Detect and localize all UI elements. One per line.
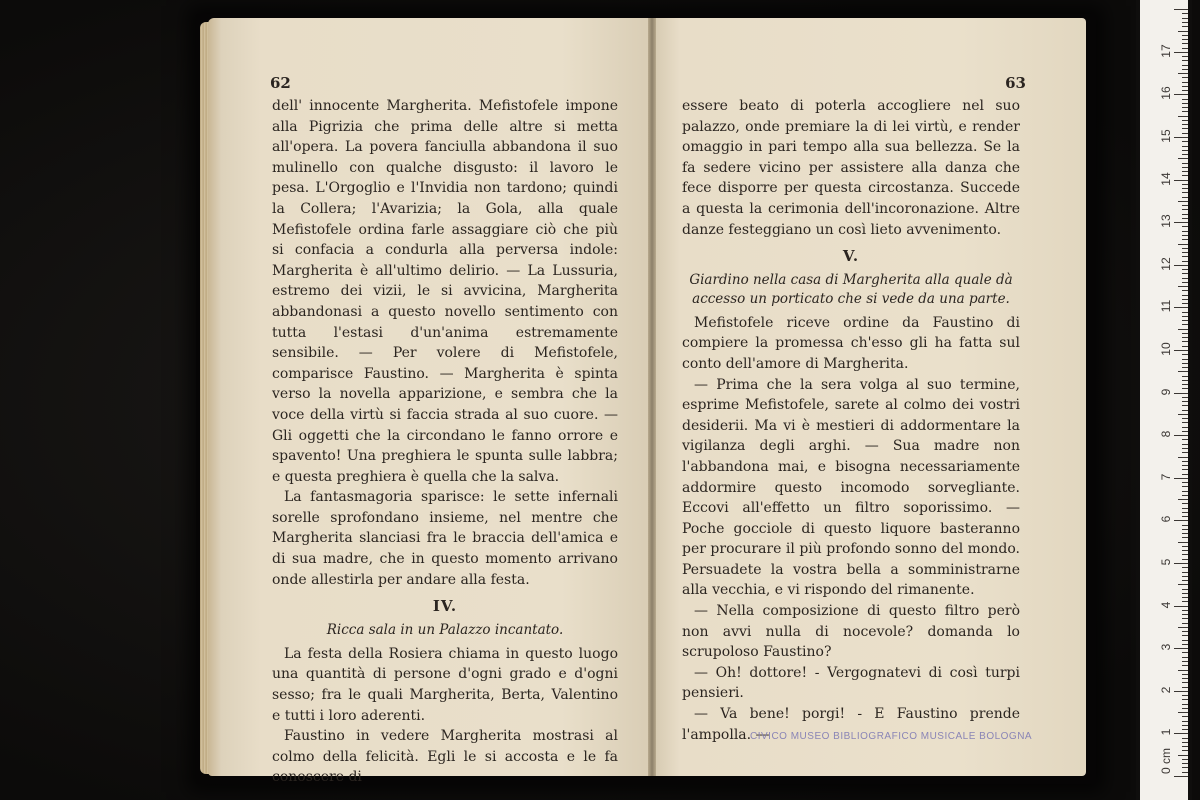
ruler-tick [1182,465,1188,466]
ruler-tick [1182,716,1188,717]
ruler-tick [1182,269,1188,270]
ruler-tick [1182,631,1188,632]
ruler-tick [1182,559,1188,560]
ruler-tick [1182,303,1188,304]
ruler-tick [1182,661,1188,662]
ruler-tick [1182,278,1188,279]
ruler-tick [1182,546,1188,547]
ruler-tick [1182,704,1188,705]
ruler-tick [1182,43,1188,44]
ruler-tick [1182,695,1188,696]
ruler-tick [1182,529,1188,530]
ruler-tick [1182,261,1188,262]
ruler-label: 7 [1159,473,1173,481]
ruler-tick [1182,337,1188,338]
ruler-tick [1182,640,1188,641]
ruler-tick [1182,742,1188,743]
ruler-tick [1182,388,1188,389]
left-page-text [272,96,618,788]
ruler-tick [1182,652,1188,653]
ruler-tick [1182,282,1188,283]
right-page-number: 63 [1005,74,1026,92]
ruler-tick [1182,589,1188,590]
ruler-tick [1182,163,1188,164]
ruler-tick [1174,563,1188,564]
ruler-tick [1182,431,1188,432]
ruler-tick [1182,299,1188,300]
ruler-tick [1182,354,1188,355]
ruler-tick [1182,235,1188,236]
ruler-tick [1174,393,1188,394]
ruler-tick [1182,410,1188,411]
ruler-tick [1182,687,1188,688]
ruler-label: 16 [1159,86,1173,101]
ruler-tick [1182,729,1188,730]
ruler-tick [1182,750,1188,751]
section-heading-v: V. [842,247,860,266]
ruler-tick [1182,133,1188,134]
section-caption-v: Giardino nella casa di Margherita alla quale dà accesso un porticato che si vede da una parte. [689,271,1013,307]
ruler-tick [1182,107,1188,108]
ruler-tick [1182,537,1188,538]
ruler-tick [1182,567,1188,568]
ruler-tick [1182,597,1188,598]
ruler-tick [1182,746,1188,747]
ruler-tick [1182,26,1188,27]
ruler-tick [1182,341,1188,342]
book-gutter [648,18,656,776]
ruler-tick [1174,137,1188,138]
ruler-tick [1182,635,1188,636]
ruler-tick [1182,474,1188,475]
ruler-tick [1182,252,1188,253]
ruler-label: 3 [1159,643,1173,651]
ruler-tick [1178,627,1188,628]
right-paragraph-2: Mefistofele riceve ordine da Faustino di compiere la promessa ch'esso gli ha fatta sul conto dell'amore di Margherita. [682,314,1020,372]
ruler-tick [1182,512,1188,513]
ruler-tick [1182,18,1188,19]
ruler-tick [1182,248,1188,249]
ruler-tick [1174,94,1188,95]
ruler-tick [1182,90,1188,91]
ruler-tick [1182,380,1188,381]
ruler-tick [1182,422,1188,423]
ruler-tick [1182,384,1188,385]
ruler-tick [1182,448,1188,449]
ruler-tick [1178,329,1188,330]
ruler-tick [1174,180,1188,181]
ruler-tick [1174,435,1188,436]
ruler-tick [1182,39,1188,40]
ruler-tick [1182,516,1188,517]
ruler-tick [1174,691,1188,692]
ruler-tick [1182,738,1188,739]
ruler-tick [1182,359,1188,360]
ruler-tick [1182,554,1188,555]
ruler-tick [1178,499,1188,500]
ruler-tick [1174,648,1188,649]
ruler-label: 9 [1159,388,1173,395]
ruler-tick [1182,678,1188,679]
ruler-tick [1182,320,1188,321]
ruler-tick [1182,124,1188,125]
ruler-tick [1182,486,1188,487]
ruler-tick [1182,397,1188,398]
ruler-tick [1182,533,1188,534]
ruler-tick [1182,69,1188,70]
ruler-label: 14 [1159,171,1173,186]
ruler-label: 2 [1159,686,1173,694]
ruler-tick [1182,610,1188,611]
left-paragraph-1: dell' innocente Margherita. Mefistofele impone alla Pigrizia che prima delle altre si metta all'opera. La povera fanciulla abbandona il suo mulinello con qualche disgusto: il lavoro le pesa. L'Orgoglio e l'Invidia non tardono; quindi la Collera; l'Avarizia; la Gola, alla quale Mefistofele ordina farle assaggiare ciò che più si confacia a condurla alla perversa indole: Margherita è all'ultimo delirio. — La Lussuria, estremo dei vizii, le si avvicina, Margherita abbandonasi a questo novello sentimento con tutta l'estasi d'un'anima estremamente sensibile. — Per volere di Mefistofele, comparisce Faustino. — Margherita è spinta verso la novella apparizione, e sembra che la voce della virtù si faccia strada al suo cuore. — Gli oggetti che la circondano le fanno orrore e spavento! Una preghiera le spunta sulle labbra; e questa preghiera è quella che la salva. [272,98,618,485]
ruler-tick [1182,576,1188,577]
ruler-tick [1178,244,1188,245]
ruler-tick [1182,290,1188,291]
ruler-label: 13 [1159,214,1173,228]
ruler-label: 11 [1159,300,1173,313]
ruler-tick [1182,405,1188,406]
left-paragraph-4: Faustino in vedere Margherita mostrasi al colmo della felicità. Egli le si accosta e le fa conoscere di [272,728,618,786]
ruler-tick [1182,674,1188,675]
ruler-tick [1182,103,1188,104]
ruler-tick [1182,367,1188,368]
ruler-tick [1182,175,1188,176]
ruler-tick [1178,457,1188,458]
ruler-tick [1182,418,1188,419]
ruler-tick [1174,52,1188,53]
ruler-tick [1182,141,1188,142]
ruler-tick [1182,333,1188,334]
ruler-tick [1178,158,1188,159]
ruler-tick [1182,56,1188,57]
ruler-tick [1182,346,1188,347]
ruler-tick [1178,542,1188,543]
ruler-tick [1174,222,1188,223]
ruler-tick [1182,82,1188,83]
ruler-tick [1182,601,1188,602]
ruler-tick [1182,273,1188,274]
ruler-tick [1178,584,1188,585]
ruler-tick [1182,452,1188,453]
ruler-tick [1182,491,1188,492]
ruler-tick [1174,520,1188,521]
ruler-tick [1182,205,1188,206]
ruler-tick [1182,623,1188,624]
ruler-tick [1182,572,1188,573]
section-caption-iv: Ricca sala in un Palazzo incantato. [326,621,564,638]
ruler-label: 17 [1159,44,1173,58]
ruler-tick [1182,525,1188,526]
ruler-tick [1182,171,1188,172]
right-paragraph-6: — Va bene! porgi! - E Faustino prende l'ampolla. — [682,706,1020,743]
ruler-tick [1182,226,1188,227]
ruler-tick [1174,265,1188,266]
ruler-tick [1182,682,1188,683]
ruler-label: 10 [1159,342,1173,356]
left-page-number: 62 [270,74,291,92]
ruler-tick [1182,593,1188,594]
ruler-tick [1182,316,1188,317]
left-page [208,18,650,786]
ruler-tick [1182,763,1188,764]
ruler-tick [1182,214,1188,215]
ruler-tick [1178,755,1188,756]
ruler-tick [1182,209,1188,210]
library-stamp: CIVICO MUSEO BIBLIOGRAFICO MUSICALE BOLOGNA [750,731,1033,742]
section-heading-iv: IV. [432,597,458,616]
left-paragraph-2: La fantasmagoria sparisce: le sette infernali sorelle sprofondano insieme, nel mentre che Margherita slanciasi fra le braccia dell'amica e di sua madre, che in questo momento arrivano onde allestirla per andare alla festa. [272,489,618,588]
ruler-tick [1182,13,1188,14]
ruler-tick [1182,580,1188,581]
ruler-label: 0 cm [1159,748,1173,775]
ruler-tick [1174,606,1188,607]
ruler-tick [1182,618,1188,619]
ruler-tick [1182,495,1188,496]
ruler-tick [1182,665,1188,666]
ruler-tick [1174,733,1188,734]
ruler-tick [1182,295,1188,296]
left-paragraph-3: La festa della Rosiera chiama in questo luogo una quantità di persone d'ogni grado e d'ogni sesso; fra le quali Margherita, Berta, Valentino e tutti i loro aderenti. [272,645,618,724]
ruler-tick [1174,9,1188,10]
ruler-tick [1182,256,1188,257]
ruler-tick [1182,192,1188,193]
ruler-label: 12 [1159,257,1173,271]
ruler-tick [1182,128,1188,129]
ruler-tick [1182,550,1188,551]
ruler-tick [1178,670,1188,671]
ruler-tick [1174,350,1188,351]
ruler-tick [1178,201,1188,202]
ruler-tick [1182,772,1188,773]
ruler-tick [1178,371,1188,372]
ruler-tick [1182,614,1188,615]
ruler-tick [1174,776,1188,777]
ruler-tick [1182,657,1188,658]
ruler-tick [1182,22,1188,23]
ruler-tick [1182,699,1188,700]
ruler-tick [1182,767,1188,768]
right-paragraph-5: — Oh! dottore! - Vergognatevi di così turpi pensieri. [682,664,1020,702]
ruler-tick [1182,86,1188,87]
ruler-tick [1182,508,1188,509]
ruler-tick [1182,444,1188,445]
ruler-tick [1182,427,1188,428]
ruler-tick [1182,48,1188,49]
ruler-tick [1182,77,1188,78]
right-page-text [682,96,1020,745]
ruler-label: 15 [1159,129,1173,143]
ruler-tick [1182,35,1188,36]
ruler-tick [1182,167,1188,168]
ruler-tick [1182,312,1188,313]
ruler-tick [1182,188,1188,189]
ruler-tick [1182,401,1188,402]
ruler-tick [1182,65,1188,66]
ruler-tick [1182,503,1188,504]
ruler-tick [1182,482,1188,483]
ruler-tick [1182,231,1188,232]
ruler-tick [1182,60,1188,61]
ruler-tick [1182,759,1188,760]
right-paragraph-1: essere beato di poterla accogliere nel suo palazzo, onde premiare la di lei virtù, e render omaggio in pari tempo alla sua bellezza. Se la fa sedere vicino per assistere alla danza che fece disporre per questa circostanza. Succede a questa la cerimonia dell'incoronazione. Altre danze festeggiano un così lieto avvenimento. [682,98,1020,238]
ruler-tick [1182,99,1188,100]
ruler-tick [1182,721,1188,722]
ruler-tick [1182,111,1188,112]
ruler-label: 5 [1159,558,1173,566]
ruler-tick [1182,150,1188,151]
ruler-tick [1182,154,1188,155]
right-page [654,18,1086,776]
ruler-tick [1182,239,1188,240]
ruler-tick [1174,307,1188,308]
ruler-tick [1182,708,1188,709]
ruler-label: 1 [1159,729,1173,736]
ruler-tick [1182,218,1188,219]
ruler-tick [1178,31,1188,32]
ruler-label: 4 [1159,601,1173,608]
right-paragraph-4: — Nella composizione di questo filtro però non avvi nulla di nocevole? domanda lo scrupoloso Faustino? [682,603,1020,661]
ruler-tick [1182,439,1188,440]
ruler-tick [1182,363,1188,364]
ruler-tick [1182,197,1188,198]
ruler-tick [1182,184,1188,185]
ruler-tick [1182,461,1188,462]
ruler-tick [1182,146,1188,147]
ruler-tick [1174,478,1188,479]
ruler-tick [1178,286,1188,287]
ruler-tick [1178,414,1188,415]
ruler-label: 8 [1159,430,1173,438]
ruler-tick [1178,73,1188,74]
ruler-tick [1178,712,1188,713]
right-paragraph-3: — Prima che la sera volga al suo termine, esprime Mefistofele, sarete al colmo dei vostri desiderii. Ma vi è mestieri di addormentare la vigilanza degli arghi. — Sua madre non l'abbandona mai, e bisogna necessariamente addormire questo incomodo sorvegliante. Eccovi all'effetto un filtro soporissimo. — Poche gocciole di questo liquore basteranno per procurare il più profondo sonno del mondo. Persuadete la vostra bella a somministrarne alla vecchia, e vi rispondo del rimanente. [682,376,1020,599]
ruler-tick [1182,644,1188,645]
ruler-label: 6 [1159,516,1173,523]
ruler-tick [1182,120,1188,121]
ruler-tick [1182,725,1188,726]
ruler-tick [1182,469,1188,470]
ruler-tick [1182,324,1188,325]
ruler-tick [1178,116,1188,117]
ruler-tick [1182,376,1188,377]
